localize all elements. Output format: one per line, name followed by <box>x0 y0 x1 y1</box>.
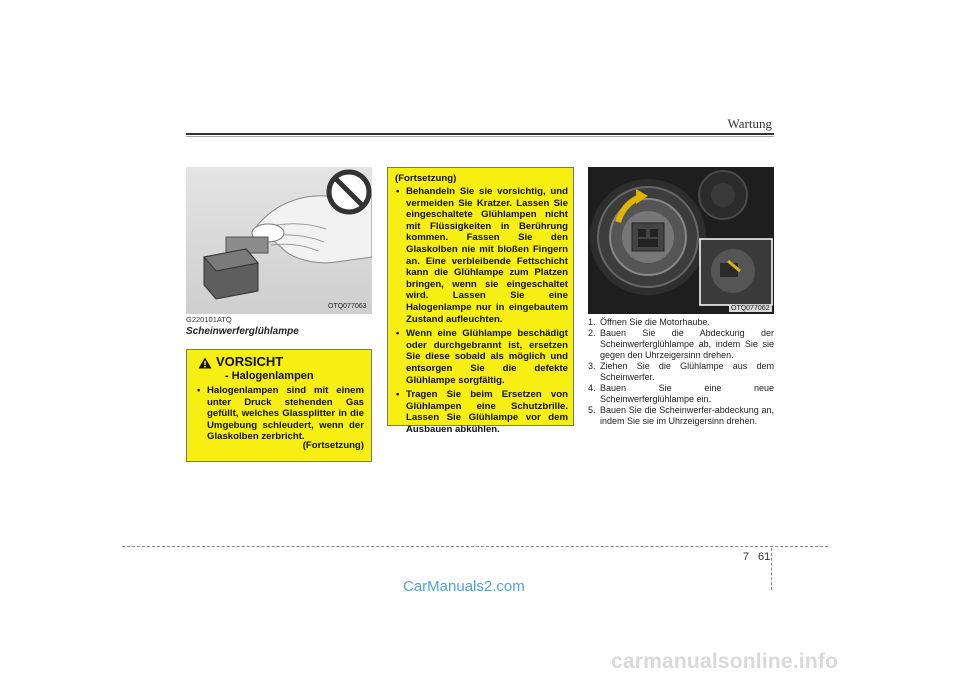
caution-list <box>196 385 364 443</box>
caution-subheading: - Halogenlampen <box>225 370 314 382</box>
footer-rule <box>122 546 828 547</box>
caution-cont-item: • Behandeln Sie sie vorsichtig, und vermeiden Sie Kratzer. Lassen Sie eingeschaltete Glühlampen nicht mit Flüssigkeiten in Berührung kommen. Fassen Sie den Glaskolben nie mit bloßen Fingern an. Eine verbleibende Fettschicht kann die Glühlampe zum Platzen bringen, wenn sie eingeschaltet wird. Lassen Sie eine Halogenlampe nur in eingebautem Zustand aufleuchten. <box>395 186 568 325</box>
caution-cont-list <box>395 186 568 435</box>
warning-triangle-icon <box>198 357 212 369</box>
headlamp-illustration <box>588 167 774 314</box>
caution-cont-item: • Wenn eine Glühlampe beschädigt oder durchgebrannt ist, ersetzen Sie diese sobald als möglich und entsorgen Sie die defekte Glühlampe sorgfältig. <box>395 328 568 386</box>
watermark-footer: carmanualsonline.info <box>611 650 839 673</box>
header-rule-secondary <box>186 136 774 137</box>
caution-continued-box <box>387 167 574 435</box>
prohibition-icon <box>329 172 369 212</box>
steps-list <box>588 317 774 427</box>
figure-caption: OTQ077062 <box>731 305 770 312</box>
watermark-link[interactable]: CarManuals2.com <box>403 578 525 595</box>
figure-bulb-handling <box>186 167 372 314</box>
caution-cont-heading: (Fortsetzung) <box>395 173 457 184</box>
step-item: 4. Bauen Sie eine neue Scheinwerferglühlampe ein. <box>588 383 774 404</box>
caution-cont-item: • Tragen Sie beim Ersetzen von Glühlampen eine Schutzbrille. Lassen Sie Glühlampe vor dem Ausbauen abkühlen. <box>395 389 568 435</box>
figure-headlamp <box>588 167 774 314</box>
step-item: 1. Öffnen Sie die Motorhaube. <box>588 317 710 327</box>
step-item: 5. Bauen Sie die Scheinwerfer-abdeckung an, indem Sie sie im Uhrzeigersinn drehen. <box>588 405 774 426</box>
figure-caption: OTQ077063 <box>328 303 367 310</box>
caution-item: • Halogenlampen sind mit einem unter Druck stehenden Gas gefüllt, welches Glassplitter in die Umgebung schleudert, wenn der Glaskolben zerbricht. <box>196 385 364 443</box>
caution-continued: (Fortsetzung) <box>302 440 364 451</box>
page-number: 61 <box>758 551 771 563</box>
caution-heading: VORSICHT <box>216 354 284 369</box>
section-code: G220101ATQ <box>186 315 232 324</box>
header-title: Wartung <box>727 116 772 131</box>
bulb-handling-illustration <box>186 167 372 314</box>
footer-divider <box>771 548 772 590</box>
caution-box <box>186 349 372 462</box>
section-number: 7 <box>742 551 749 563</box>
step-item: 3. Ziehen Sie die Glühlampe aus dem Scheinwerfer. <box>588 361 774 382</box>
step-item: 2. Bauen Sie die Abdeckung der Scheinwerferglühlampe ab, indem Sie sie gegen den Uhrzeigersinn drehen. <box>588 328 774 360</box>
header-rule <box>186 133 774 135</box>
section-title: Scheinwerferglühlampe <box>186 326 299 337</box>
